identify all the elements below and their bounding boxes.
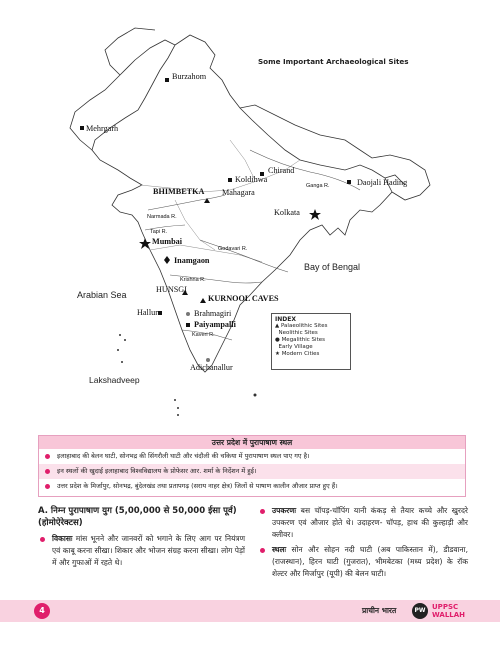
paiyampalli-marker xyxy=(186,323,190,327)
label-hunsgi: HUNSGI xyxy=(156,285,187,294)
label-bhimbetka: BHIMBETKA xyxy=(153,187,205,196)
pw-logo-icon: PW xyxy=(412,603,428,619)
label-chirand: Chirand xyxy=(268,166,295,175)
koldihwa-marker xyxy=(228,178,232,182)
index-item: ● Megalithic Sites xyxy=(275,337,325,343)
right-column xyxy=(258,505,468,583)
label-narmada-river: Narmada R. xyxy=(147,214,177,220)
info-box-row: इन स्थलों की खुदाई इलाहाबाद विश्वविद्यालय के प्रोफेसर आर. शर्मा के निर्देशन में हुई। xyxy=(39,464,465,479)
book-title: प्राचीन भारत xyxy=(362,606,397,615)
list-item: विकासः मांस भूनने और जानवरों को भगाने के लिए आग पर नियंत्रण एवं काबू करना सीखा। शिकार और भोजन संग्रह करना सीखा। लोग पेड़ों में और गुफाओं में रहते थे। xyxy=(38,533,245,569)
page-number: 4 xyxy=(34,603,50,619)
list-item: उपकरणः बस चॉपड़-चॉपिंग यानी कंकड़ से तैयार कच्चे और खुरदरे उपकरण एवं औजार होते थे। उदाहरण- चॉपड़, हाथ की कुल्हाड़ी और क्लीवर। xyxy=(258,505,468,541)
bullet-icon xyxy=(40,537,45,542)
label-tapi-river: Tapi R. xyxy=(150,229,168,235)
info-box-row: उत्तर प्रदेश के मिर्जापुर, सोनभद्र, बुंदेलखंड तथा प्रतापगढ़ (सराय नाहर क्षेत्र) जिलों से पाषाण कालीन औजार प्राप्त हुए हैं। xyxy=(39,479,465,494)
label-brahmagiri: Brahmagiri xyxy=(194,309,232,318)
info-box xyxy=(38,435,466,497)
label-ganga-river: Ganga R. xyxy=(306,183,330,189)
map-title: Some Important Archaeological Sites xyxy=(258,57,409,66)
label-lakshadweep: Lakshadveep xyxy=(89,375,140,385)
label-burzahom: Burzahom xyxy=(172,72,207,81)
mehrgarh-marker xyxy=(80,126,84,130)
label-godavari-river: Godavari R. xyxy=(218,246,248,252)
info-box-title: उत्तर प्रदेश में पुरापाषाण स्थल xyxy=(39,436,465,449)
label-kaveri-river: Kaveri R. xyxy=(192,332,215,338)
inamgaon-marker xyxy=(164,256,170,264)
list-item: स्थलः सोन और सोहन नदी घाटी (अब पाकिस्तान में), डीडवाना, (राजस्थान), हिरन घाटी (गुजरात), भीमबेटका (मध्य प्रदेश) के रॉक शेल्टर और मिर्जापुर (यूपी) की बेलन घाटी। xyxy=(258,544,468,580)
daojali-marker xyxy=(347,180,351,184)
label-hallur: Hallur xyxy=(137,308,158,317)
label-kolkata: Kolkata xyxy=(274,208,300,217)
label-krishna-river: Krishna R. xyxy=(180,277,206,283)
label-mahagara: Mahagara xyxy=(222,188,255,197)
bullet-icon xyxy=(45,484,50,489)
kolkata-marker xyxy=(309,209,321,220)
index-item: Early Village xyxy=(278,344,313,350)
info-box-row: इलाहाबाद की बेलन घाटी, सोनभद्र की सिंगरौली घाटी और चंदौली की चकिया में पुरापाषाण स्थल पाए गए है। xyxy=(39,449,465,464)
kurnool-marker xyxy=(200,298,206,303)
label-adichanallur: Adichanallur xyxy=(190,363,233,372)
label-kurnool: KURNOOL CAVES xyxy=(208,294,279,303)
burzahom-marker xyxy=(165,78,169,82)
bullet-icon xyxy=(260,509,265,514)
label-daojali: Daojali Hading xyxy=(357,178,408,187)
label-inamgaon: Inamgaon xyxy=(174,256,210,265)
brand-logo: UPPSC WALLAH xyxy=(432,603,466,619)
bullet-icon xyxy=(260,548,265,553)
brahmagiri-marker xyxy=(186,312,190,316)
label-paiyampalli: Paiyampalli xyxy=(194,320,236,329)
section-title: A. निम्न पुरापाषाण युग (5,00,000 से 50,000 ईसा पूर्व) (होमोऐरेक्टस) xyxy=(38,506,237,528)
index-title: INDEX xyxy=(275,316,296,323)
index-item: ▲ Palaeolithic Sites xyxy=(275,323,328,329)
label-arabian-sea: Arabian Sea xyxy=(77,290,127,300)
label-koldihwa: Koldihwa xyxy=(235,175,268,184)
left-column xyxy=(38,505,245,572)
index-item: ★ Modern Cities xyxy=(275,351,320,357)
map-index xyxy=(271,313,351,370)
label-bay-of-bengal: Bay of Bengal xyxy=(304,262,361,272)
hallur-marker xyxy=(158,311,162,315)
label-mumbai: Mumbai xyxy=(152,237,183,246)
bullet-icon xyxy=(45,469,50,474)
index-item: Neolithic Sites xyxy=(278,330,318,336)
adichanallur-marker xyxy=(206,358,210,362)
bullet-icon xyxy=(45,454,50,459)
label-mehrgarh: Mehrgarh xyxy=(86,124,119,133)
